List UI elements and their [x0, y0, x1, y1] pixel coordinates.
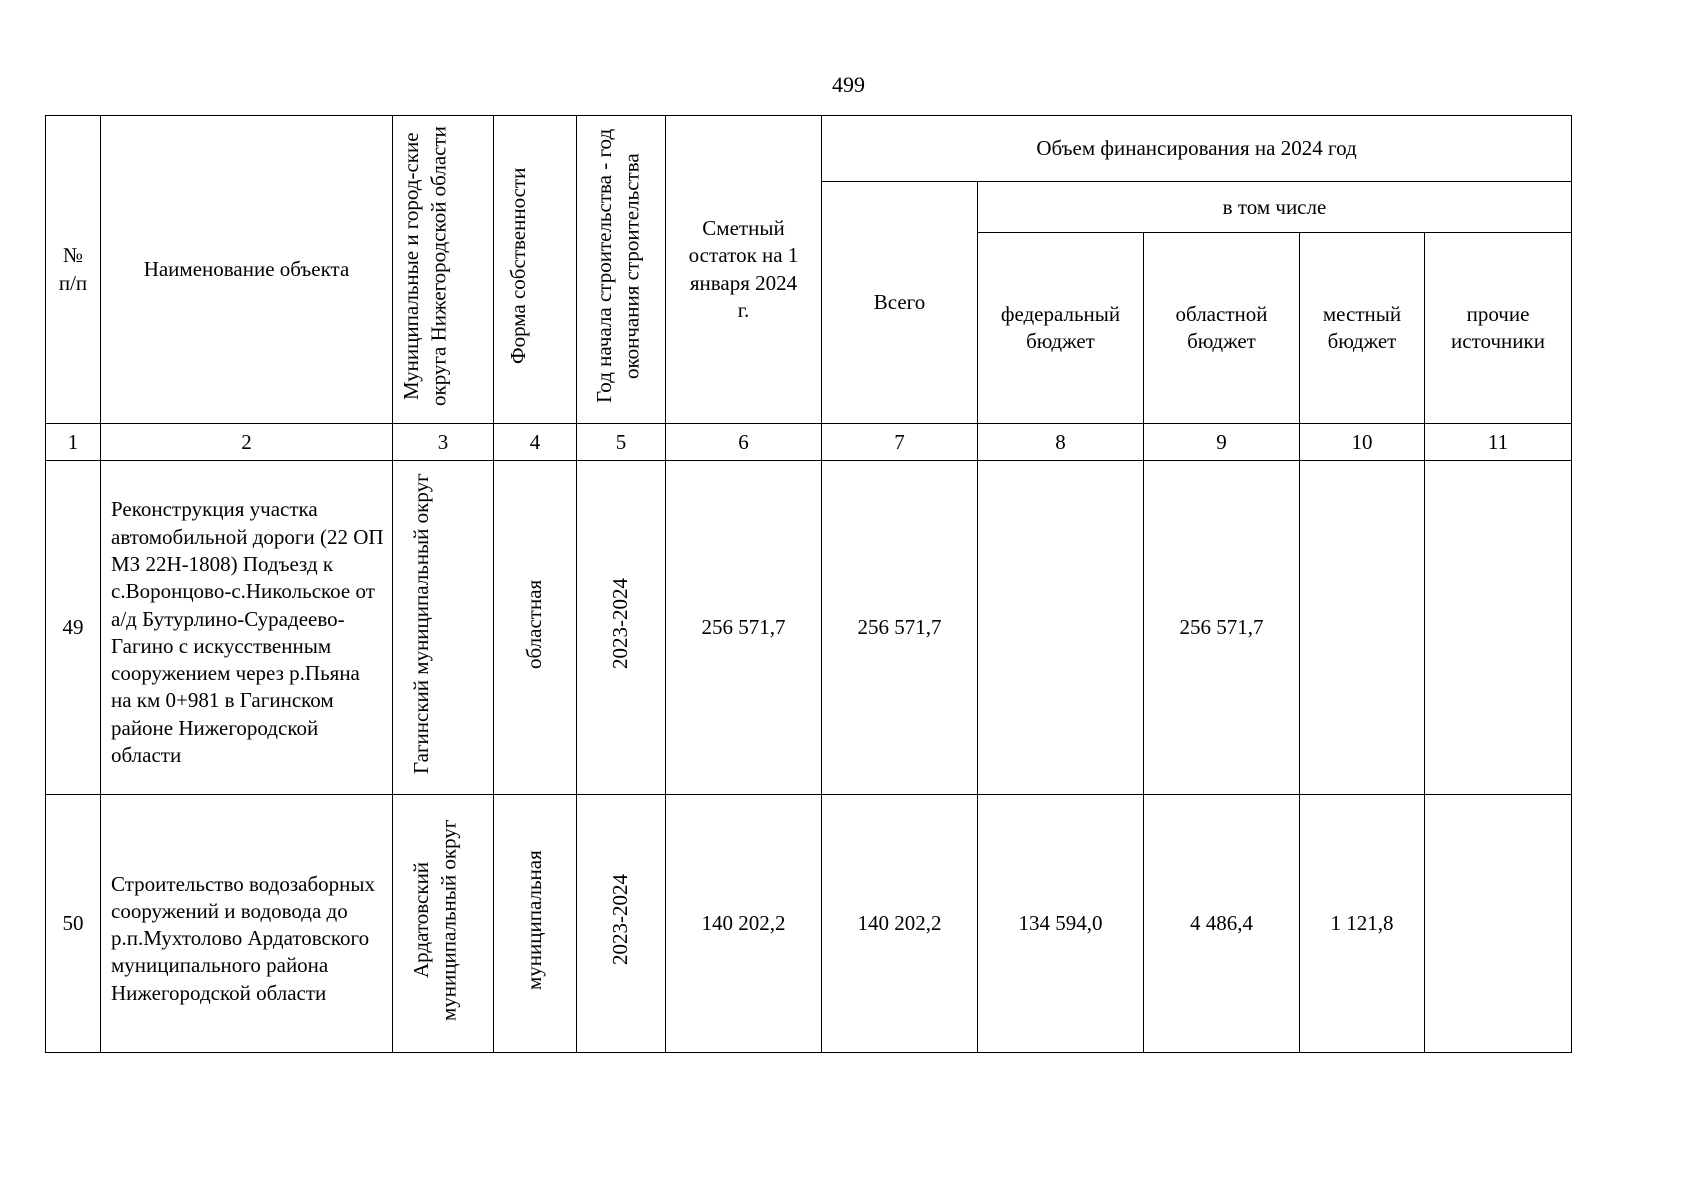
row-years: 2023-2024 — [577, 461, 666, 795]
row-local — [1300, 461, 1425, 795]
column-numbers-row — [46, 424, 1572, 461]
row-regional: 256 571,7 — [1144, 461, 1300, 795]
row-local: 1 121,8 — [1300, 795, 1425, 1053]
row-municipal: Ардатовский муниципальный округ — [393, 795, 494, 1053]
column-number: 10 — [1300, 424, 1425, 461]
row-federal: 134 594,0 — [978, 795, 1144, 1053]
column-number: 7 — [822, 424, 978, 461]
column-number: 2 — [101, 424, 393, 461]
column-number: 6 — [666, 424, 822, 461]
header-municipal: Муниципальные и город-ские округа Нижегородской области — [393, 116, 494, 424]
header-num: № п/п — [46, 116, 101, 424]
row-municipal: Гагинский муниципальный округ — [393, 461, 494, 795]
table-row — [46, 795, 1572, 1053]
row-object-name: Реконструкция участка автомобильной дороги (22 ОП МЗ 22Н-1808) Подъезд к с.Воронцово-с.Никольское от а/д Бутурлино-Сурадеево-Гагино с искусственным сооружением через р.Пьяна на км 0+981 в Гагинском районе Нижегородской области — [101, 461, 393, 795]
header-estimate: Сметный остаток на 1 января 2024 г. — [666, 116, 822, 424]
header-financing-group: Объем финансирования на 2024 год — [822, 116, 1572, 182]
row-other — [1425, 461, 1572, 795]
row-years: 2023-2024 — [577, 795, 666, 1053]
column-number: 9 — [1144, 424, 1300, 461]
column-number: 3 — [393, 424, 494, 461]
row-num: 49 — [46, 461, 101, 795]
header-years: Год начала строительства - год окончания строительства — [577, 116, 666, 424]
header-other: прочие источники — [1425, 233, 1572, 424]
row-other — [1425, 795, 1572, 1053]
header-regional: областной бюджет — [1144, 233, 1300, 424]
column-number: 8 — [978, 424, 1144, 461]
header-name: Наименование объекта — [101, 116, 393, 424]
header-federal: федеральный бюджет — [978, 233, 1144, 424]
row-ownership: муниципальная — [494, 795, 577, 1053]
financing-table — [45, 115, 1572, 1053]
column-number: 11 — [1425, 424, 1572, 461]
row-ownership: областная — [494, 461, 577, 795]
column-number: 1 — [46, 424, 101, 461]
row-object-name: Строительство водозаборных сооружений и водовода до р.п.Мухтолово Ардатовского муниципального района Нижегородской области — [101, 795, 393, 1053]
table-row — [46, 461, 1572, 795]
header-row-1 — [46, 116, 1572, 182]
row-total: 256 571,7 — [822, 461, 978, 795]
column-number: 4 — [494, 424, 577, 461]
row-num: 50 — [46, 795, 101, 1053]
header-total: Всего — [822, 182, 978, 424]
row-total: 140 202,2 — [822, 795, 978, 1053]
header-local: местный бюджет — [1300, 233, 1425, 424]
row-estimate: 256 571,7 — [666, 461, 822, 795]
column-number: 5 — [577, 424, 666, 461]
row-federal — [978, 461, 1144, 795]
row-regional: 4 486,4 — [1144, 795, 1300, 1053]
row-estimate: 140 202,2 — [666, 795, 822, 1053]
header-including-group: в том числе — [978, 182, 1572, 233]
page-number: 499 — [832, 72, 865, 97]
header-ownership: Форма собственности — [494, 116, 577, 424]
